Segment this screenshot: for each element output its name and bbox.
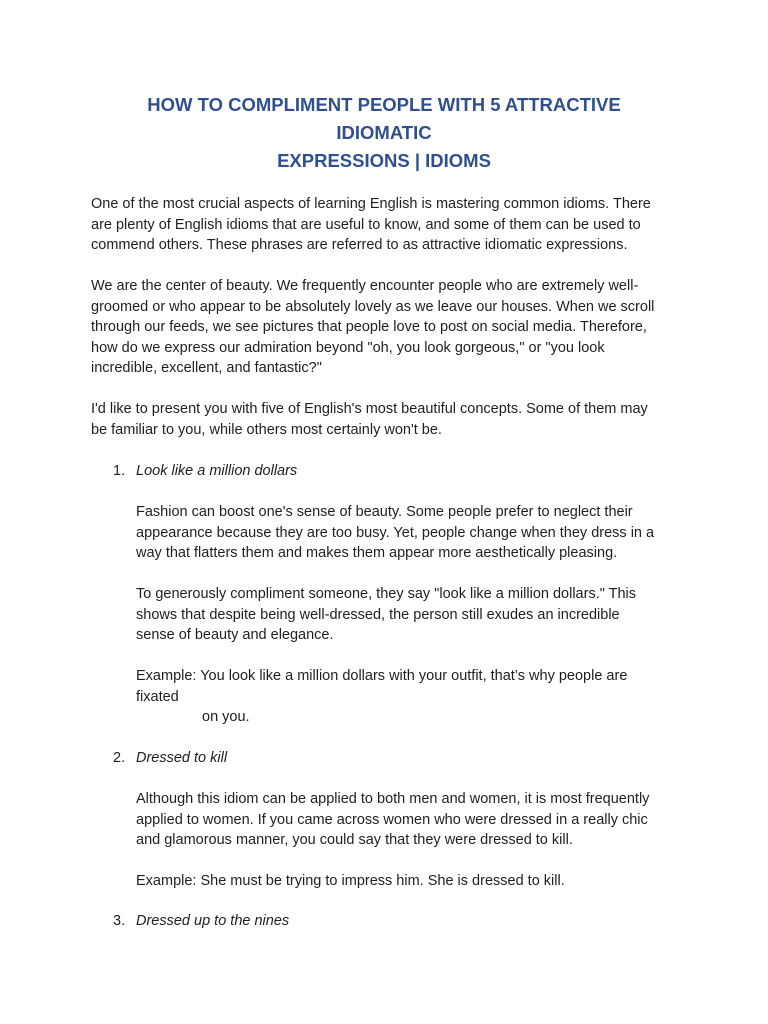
text-line: Example: You look like a million dollars with your outfit, that’s why people are	[136, 668, 628, 684]
text-line: commend others. These phrases are referred to as attractive idiomatic expressions.	[91, 237, 628, 253]
text-line: and glamorous manner, you could say that they were dressed to kill.	[136, 832, 573, 848]
list-title-1: Look like a million dollars	[136, 463, 298, 479]
text-line: how do we express our admiration beyond "oh, you look gorgeous," or "you look	[91, 339, 605, 356]
item-1-paragraph-1	[136, 502, 696, 564]
text-line: through our feeds, we see pictures that people love to post on social media. Therefore,	[91, 319, 647, 335]
item-1-paragraph-2	[136, 584, 696, 646]
text-line: Fashion can boost one's sense of beauty. Some people prefer to neglect their	[136, 504, 633, 520]
text-line: Example: She must be trying to impress him. She is dressed to kill.	[136, 873, 565, 889]
text-line: fixated	[136, 688, 179, 705]
document-title-line-2: IDIOMATIC	[336, 122, 432, 143]
text-line: way that flatters them and makes them appear more aesthetically pleasing.	[136, 545, 618, 561]
item-1-example	[136, 666, 696, 728]
text-line: We are the center of beauty. We frequently encounter people who are extremely well-	[91, 278, 639, 294]
list-title-2: Dressed to kill	[136, 750, 228, 766]
list-title-3: Dressed up to the nines	[136, 913, 290, 929]
intro-paragraph-3	[91, 399, 691, 440]
intro-paragraph-2	[91, 276, 691, 379]
list-number-3: 3.	[113, 913, 126, 929]
text-line: be familiar to you, while others most certainly won't be.	[91, 421, 442, 438]
text-line: incredible, excellent, and fantastic?"	[91, 360, 322, 376]
text-line: on you.	[202, 709, 250, 725]
intro-paragraph-1	[91, 194, 691, 256]
text-line: applied to women. If you came across women who were dressed in a really chic	[136, 811, 648, 828]
list-number-1: 1.	[113, 463, 126, 479]
document-title-line-3: EXPRESSIONS | IDIOMS	[277, 150, 491, 171]
text-line: groomed or who appear to be absolutely lovely as we leave our houses. When we scroll	[91, 298, 655, 315]
text-line: sense of beauty and elegance.	[136, 627, 334, 643]
item-2-example	[136, 871, 696, 892]
text-line: To generously compliment someone, they say "look like a million dollars." This	[136, 586, 637, 602]
document-title-line-1: HOW TO COMPLIMENT PEOPLE WITH 5 ATTRACTIVE	[147, 94, 621, 115]
list-number-2: 2.	[113, 750, 126, 766]
text-line: are plenty of English idioms that are useful to know, and some of them can be used to	[91, 216, 641, 233]
text-line: One of the most crucial aspects of learning English is mastering common idioms. There	[91, 196, 651, 212]
text-line: appearance because they are too busy. Yet, people change when they dress in a	[136, 524, 655, 541]
text-line: Although this idiom can be applied to both men and women, it is most frequently	[136, 791, 650, 807]
text-line: I'd like to present you with five of English's most beautiful concepts. Some of them may	[91, 401, 648, 417]
item-2-paragraph-1	[136, 789, 696, 851]
text-line: shows that despite being well-dressed, the person still exudes an incredible	[136, 606, 620, 623]
